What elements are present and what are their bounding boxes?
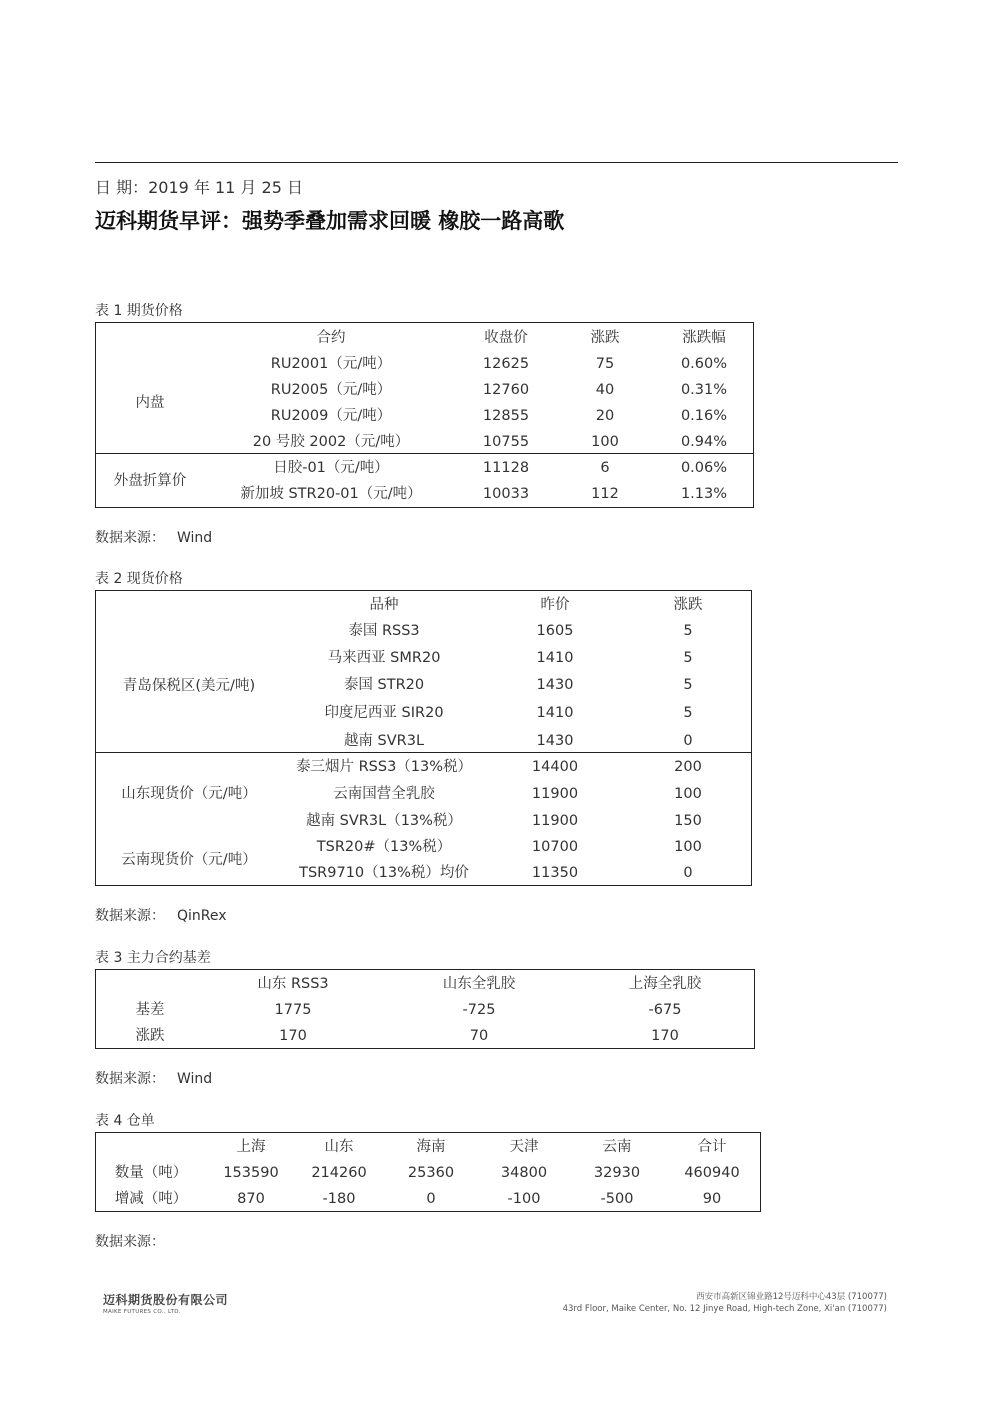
table-cell: 870 [237, 1191, 265, 1207]
basis-table [95, 969, 755, 1049]
table-cell: 11900 [531, 813, 579, 829]
table-cell: TSR9710（13%税）均价 [299, 865, 469, 881]
table-cell: -500 [600, 1191, 634, 1207]
table-cell: 5 [683, 623, 693, 639]
table4-source [95, 1231, 165, 1251]
table-cell: 0 [426, 1191, 436, 1207]
table-cell: 0.16% [680, 408, 728, 424]
table-cell: 153590 [223, 1165, 279, 1181]
source-label: 数据来源： [95, 530, 165, 546]
table-cell: 5 [683, 677, 693, 693]
table-cell: 100 [674, 786, 702, 802]
table-cell: 泰国 RSS3 [348, 623, 420, 639]
header-change-pct: 涨跌幅 [682, 330, 726, 346]
report-date: 日 期：2019 年 11 月 25 日 [95, 178, 303, 197]
table-cell: 1605 [536, 623, 574, 639]
header-change: 涨跌 [590, 330, 620, 346]
table-cell: 10700 [531, 839, 579, 855]
table-cell: 11900 [531, 786, 579, 802]
header-close: 收盘价 [484, 330, 528, 346]
table-cell: -675 [648, 1002, 682, 1018]
table-cell: 11128 [482, 460, 530, 476]
table-cell: 泰国 STR20 [343, 677, 425, 693]
table-cell: 11350 [531, 865, 579, 881]
company-name-en: MAIKE FUTURES CO., LTD. [103, 1309, 181, 1315]
header-tianjin: 天津 [509, 1139, 539, 1155]
table-cell: 1410 [536, 705, 574, 721]
futures-price-table [95, 322, 754, 508]
table-cell: -725 [462, 1002, 496, 1018]
table-cell: 100 [591, 434, 619, 450]
group-qingdao: 青岛保税区(美元/吨) [122, 678, 256, 694]
table-cell: 34800 [500, 1165, 548, 1181]
header-yunnan: 云南 [602, 1139, 632, 1155]
table-cell: 40 [595, 382, 615, 398]
table-cell: 100 [674, 839, 702, 855]
header-shanghai-whole-latex: 上海全乳胶 [628, 976, 702, 992]
table4-caption: 表 4 仓单 [95, 1113, 155, 1129]
warehouse-receipt-table [95, 1132, 761, 1212]
table3-source [95, 1068, 212, 1088]
header-total: 合计 [697, 1139, 727, 1155]
company-name-cn: 迈科期货股份有限公司 [103, 1293, 229, 1307]
report-title: 迈科期货早评：强势季叠加需求回暖 橡胶一路高歌 [95, 209, 565, 233]
spot-price-table [95, 590, 752, 886]
table-cell: 214260 [311, 1165, 367, 1181]
table-cell: 1775 [274, 1002, 312, 1018]
table-cell: -100 [507, 1191, 541, 1207]
source-label: 数据来源： [95, 1071, 165, 1087]
table-divider [96, 752, 751, 753]
table-cell: 20 [595, 408, 615, 424]
header-shandong-whole-latex: 山东全乳胶 [442, 976, 516, 992]
table-cell: 5 [683, 705, 693, 721]
table-cell: 越南 SVR3L（13%税） [306, 813, 462, 829]
row-label-quantity: 数量（吨） [114, 1165, 188, 1181]
header-shandong: 山东 [324, 1139, 354, 1155]
table-cell: 0 [683, 865, 693, 881]
table3-caption: 表 3 主力合约基差 [95, 950, 211, 966]
table-cell: 1430 [536, 677, 574, 693]
group-yunnan: 云南现货价（元/吨） [121, 852, 257, 868]
table-cell: RU2005（元/吨） [270, 382, 392, 398]
table-cell: RU2009（元/吨） [270, 408, 392, 424]
table2-source [95, 905, 227, 925]
table-cell: 1430 [536, 733, 574, 749]
address-cn: 西安市高新区锦业路12号迈科中心43层 (710077) [696, 1292, 887, 1302]
table1-source [95, 527, 212, 547]
table-cell: 150 [674, 813, 702, 829]
row-label-delta: 增减（吨） [114, 1191, 188, 1207]
table-cell: 越南 SVR3L [343, 733, 425, 749]
table-cell: 12760 [482, 382, 530, 398]
table-cell: 0.60% [680, 356, 728, 372]
source-value: Wind [177, 1071, 213, 1087]
table-cell: 32930 [593, 1165, 641, 1181]
table-cell: 460940 [684, 1165, 740, 1181]
table-cell: 200 [674, 759, 702, 775]
table-cell: 90 [702, 1191, 722, 1207]
table-cell: 日胶-01（元/吨） [273, 460, 389, 476]
header-change: 涨跌 [673, 597, 703, 613]
table-cell: 25360 [407, 1165, 455, 1181]
header-variety: 品种 [369, 597, 399, 613]
source-label: 数据来源： [95, 908, 165, 924]
table-cell: 10755 [482, 434, 530, 450]
table-cell: 170 [279, 1028, 307, 1044]
table-cell: 云南国营全乳胶 [333, 786, 435, 802]
table-cell: 1.13% [680, 486, 728, 502]
table-cell: 70 [469, 1028, 489, 1044]
table-cell: TSR20#（13%税） [316, 839, 452, 855]
header-contract: 合约 [316, 330, 346, 346]
table-cell: 泰三烟片 RSS3（13%税） [295, 759, 473, 775]
company-address [563, 1291, 887, 1315]
header-prev-price: 昨价 [540, 597, 570, 613]
table-cell: 20 号胶 2002（元/吨） [252, 434, 410, 450]
table-cell: 112 [591, 486, 619, 502]
table-cell: RU2001（元/吨） [270, 356, 392, 372]
table-cell: 0.31% [680, 382, 728, 398]
table-cell: -180 [322, 1191, 356, 1207]
company-logo [103, 1291, 228, 1315]
group-domestic: 内盘 [135, 395, 165, 411]
source-value: Wind [177, 530, 213, 546]
group-shandong: 山东现货价（元/吨） [121, 786, 257, 802]
source-label: 数据来源： [95, 1234, 165, 1250]
table-divider [96, 453, 753, 454]
address-en: 43rd Floor, Maike Center, No. 12 Jinye Road, High-tech Zone, Xi'an (710077) [562, 1304, 887, 1314]
table-cell: 马来西亚 SMR20 [327, 650, 441, 666]
table-cell: 170 [651, 1028, 679, 1044]
table-cell: 0 [683, 733, 693, 749]
header-hainan: 海南 [416, 1139, 446, 1155]
table-cell: 6 [600, 460, 610, 476]
table-cell: 1410 [536, 650, 574, 666]
table1-caption: 表 1 期货价格 [95, 303, 183, 319]
table-cell: 新加坡 STR20-01（元/吨） [240, 486, 422, 502]
table2-caption: 表 2 现货价格 [95, 571, 183, 587]
source-value: QinRex [177, 908, 227, 924]
table-cell: 5 [683, 650, 693, 666]
table-cell: 印度尼西亚 SIR20 [324, 705, 444, 721]
header-rule [95, 162, 898, 163]
table-cell: 14400 [531, 759, 579, 775]
header-shanghai: 上海 [236, 1139, 266, 1155]
row-label-change: 涨跌 [135, 1028, 165, 1044]
row-label-basis: 基差 [135, 1002, 165, 1018]
table-cell: 12625 [482, 356, 530, 372]
group-foreign: 外盘折算价 [113, 473, 187, 489]
table-cell: 0.94% [680, 434, 728, 450]
table-cell: 10033 [482, 486, 530, 502]
header-shandong-rss3: 山东 RSS3 [257, 976, 329, 992]
table-cell: 75 [595, 356, 615, 372]
table-cell: 0.06% [680, 460, 728, 476]
table-cell: 12855 [482, 408, 530, 424]
